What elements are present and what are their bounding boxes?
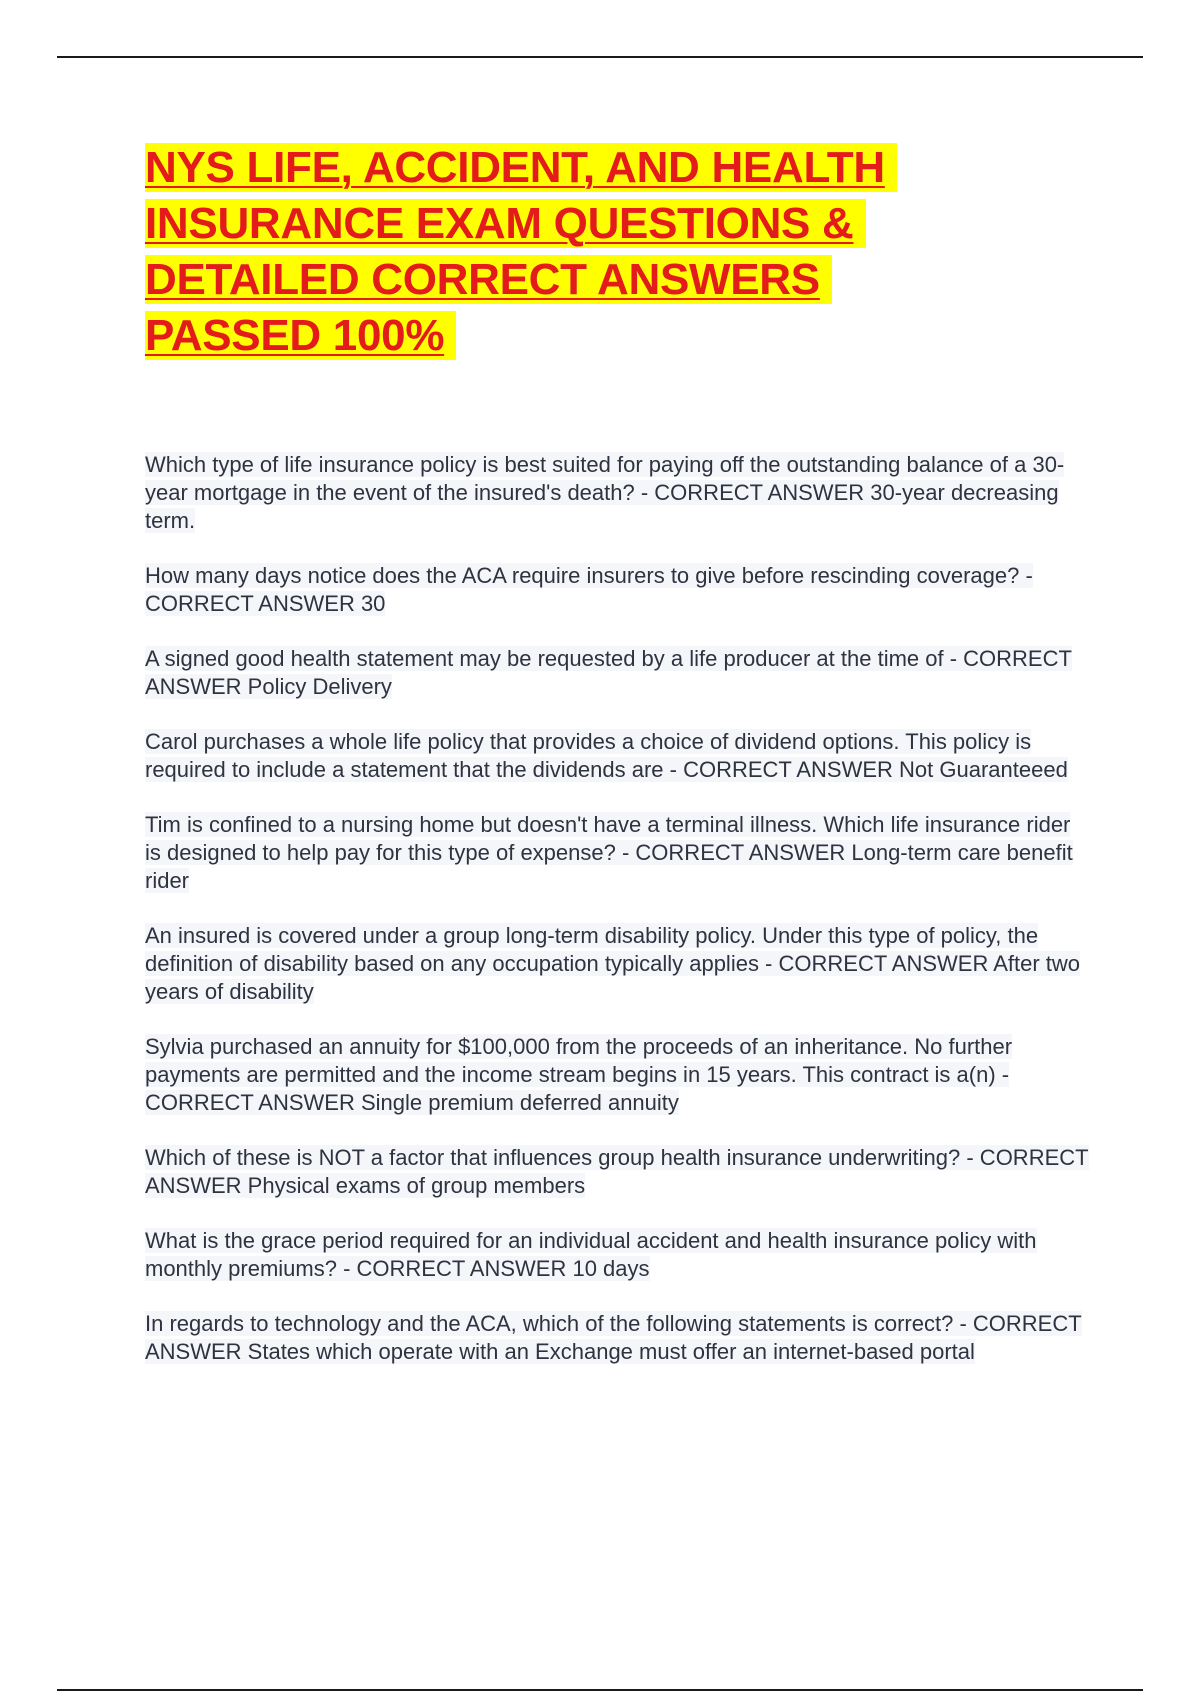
title-line-text: PASSED 100% (145, 311, 456, 360)
document-title (145, 140, 1065, 364)
qa-item (145, 645, 1090, 701)
qa-item (145, 811, 1090, 895)
bottom-rule (57, 1689, 1143, 1691)
qa-item-text: How many days notice does the ACA require insurers to give before rescinding coverage? - CORRECT ANSWER 30 (145, 563, 1033, 616)
qa-item (145, 562, 1090, 618)
qa-item-text: In regards to technology and the ACA, which of the following statements is correct? - CORRECT ANSWER States which operate with an Exchange must offer an internet-based portal (145, 1311, 1082, 1364)
title-line (145, 196, 1065, 252)
title-line (145, 140, 1065, 196)
qa-item-text: What is the grace period required for an individual accident and health insurance policy with monthly premiums? - CORRECT ANSWER 10 days (145, 1228, 1037, 1281)
title-line-text: DETAILED CORRECT ANSWERS (145, 255, 832, 304)
qa-item-text: An insured is covered under a group long-term disability policy. Under this type of policy, the definition of disability based on any occupation typically applies - CORRECT ANSWER After two years of disability (145, 923, 1081, 1004)
qa-item-text: Which of these is NOT a factor that influences group health insurance underwriting? - CORRECT ANSWER Physical exams of group members (145, 1145, 1089, 1198)
qa-item (145, 922, 1090, 1006)
qa-item-text: A signed good health statement may be requested by a life producer at the time of - CORRECT ANSWER Policy Delivery (145, 646, 1072, 699)
qa-item-text: Carol purchases a whole life policy that provides a choice of dividend options. This policy is required to include a statement that the dividends are - CORRECT ANSWER Not Guaranteeed (145, 729, 1068, 782)
title-line (145, 252, 1065, 308)
title-line-text: INSURANCE EXAM QUESTIONS & (145, 199, 866, 248)
title-line-text: NYS LIFE, ACCIDENT, AND HEALTH (145, 143, 897, 192)
qa-item-text: Sylvia purchased an annuity for $100,000 from the proceeds of an inheritance. No further payments are permitted and the income stream begins in 15 years. This contract is a(n) - CORRECT ANSWER Single premium deferred annuity (145, 1034, 1013, 1115)
top-rule (57, 56, 1143, 58)
qa-item (145, 1310, 1090, 1366)
qa-item (145, 451, 1090, 535)
qa-item (145, 1227, 1090, 1283)
qa-item (145, 1144, 1090, 1200)
qa-item-text: Which type of life insurance policy is best suited for paying off the outstanding balance of a 30-year mortgage in the event of the insured's death? - CORRECT ANSWER 30-year decreasing term. (145, 452, 1065, 533)
question-answer-list (145, 451, 1090, 1393)
qa-item-text: Tim is confined to a nursing home but doesn't have a terminal illness. Which life insurance rider is designed to help pay for this type of expense? - CORRECT ANSWER Long-term care benefit rider (145, 812, 1073, 893)
title-line (145, 308, 1065, 364)
qa-item (145, 1033, 1090, 1117)
qa-item (145, 728, 1090, 784)
